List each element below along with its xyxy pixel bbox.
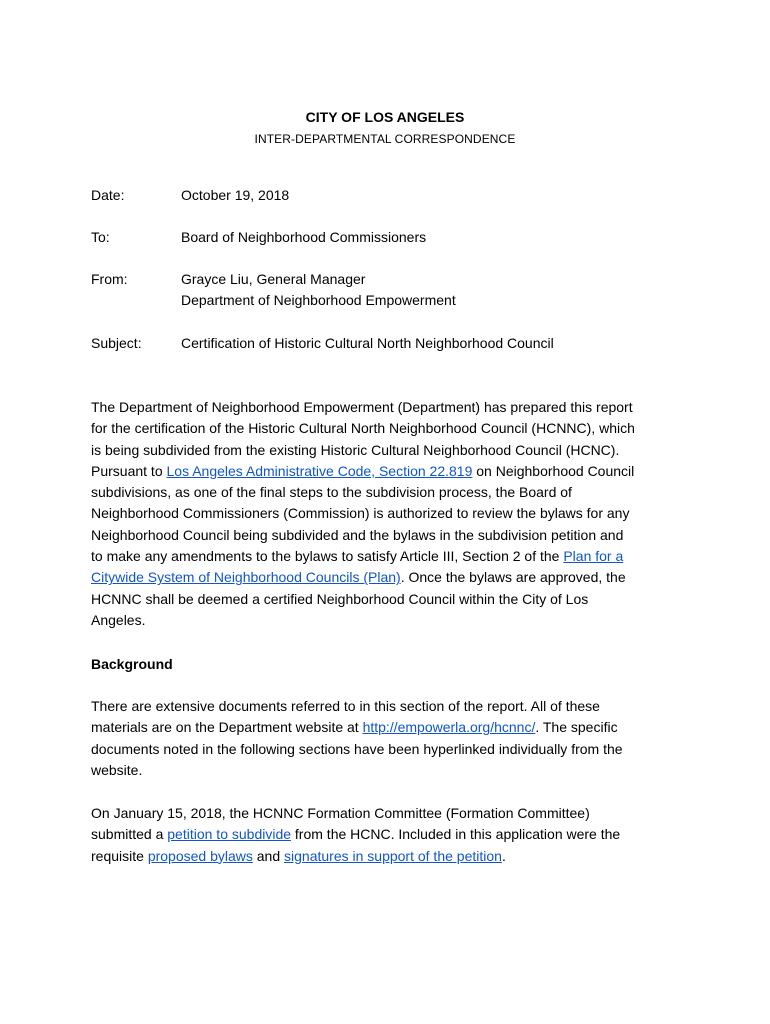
plan-link-part2[interactable]: Citywide System of Neighborhood Councils (Plan)	[91, 569, 401, 586]
plan-link-part1[interactable]: Plan for a	[563, 548, 624, 565]
intro-line: HCNNC shall be deemed a certified Neighborhood Council within the City of Los	[91, 590, 589, 607]
header-title: CITY OF LOS ANGELES	[305, 109, 465, 125]
background-text: materials are on the Department website at	[91, 719, 363, 736]
intro-line	[91, 546, 691, 567]
date-label: Date:	[91, 187, 125, 203]
intro-line: Neighborhood Council being subdivided and the bylaws in the subdivision petition and	[91, 526, 624, 543]
background-text: submitted a	[91, 826, 168, 843]
from-label: From:	[91, 271, 128, 287]
background-line: On January 15, 2018, the HCNNC Formation Committee (Formation Committee)	[91, 805, 590, 821]
intro-line: for the certification of the Historic Cultural North Neighborhood Council (HCNNC), which	[91, 420, 635, 437]
proposed-bylaws-link[interactable]: proposed bylaws	[147, 847, 253, 864]
intro-line: Angeles.	[91, 611, 146, 628]
to-value: Board of Neighborhood Commissioners	[181, 229, 427, 245]
background-text: and	[252, 847, 285, 864]
intro-text: . Once the bylaws are approved, the	[400, 569, 626, 586]
intro-line: subdivisions, as one of the final steps to the subdivision process, the Board of	[91, 484, 572, 501]
background-line: documents noted in the following sections have been hyperlinked individually from the	[91, 740, 623, 757]
subject-label: Subject:	[91, 335, 142, 351]
from-value-line2: Department of Neighborhood Empowerment	[181, 292, 456, 308]
background-text: from the HCNC. Included in this application were the	[291, 826, 621, 843]
petition-link[interactable]: petition to subdivide	[167, 826, 292, 843]
background-paragraph-1	[91, 696, 691, 781]
signatures-link[interactable]: signatures in support of the petition	[284, 847, 502, 864]
background-text: requisite	[91, 847, 148, 864]
background-line	[91, 824, 691, 845]
from-value-line1: Grayce Liu, General Manager	[181, 271, 366, 287]
empowerla-link[interactable]: http://empowerla.org/hcnnc/	[362, 719, 536, 736]
background-paragraph-2	[91, 803, 691, 867]
subject-value: Certification of Historic Cultural North Neighborhood Council	[181, 335, 554, 351]
intro-line: is being subdivided from the existing Historic Cultural Neighborhood Council (HCNC).	[91, 441, 620, 458]
admin-code-link[interactable]: Los Angeles Administrative Code, Section 22.819	[166, 462, 473, 479]
intro-line: Neighborhood Commissioners (Commission) is authorized to review the bylaws for any	[91, 505, 630, 522]
header-subtitle: INTER-DEPARTMENTAL CORRESPONDENCE	[254, 132, 516, 146]
date-value: October 19, 2018	[181, 187, 290, 203]
intro-text: on Neighborhood Council	[472, 462, 635, 479]
intro-line	[91, 461, 691, 482]
intro-text: Pursuant to	[91, 462, 167, 479]
background-heading: Background	[91, 656, 173, 672]
background-line: website.	[91, 761, 143, 778]
background-line	[91, 717, 691, 738]
background-text: . The specific	[535, 719, 618, 736]
background-line: There are extensive documents referred to in this section of the report. All of these	[91, 698, 600, 714]
to-label: To:	[91, 229, 110, 245]
intro-line	[91, 567, 691, 588]
intro-paragraph	[91, 397, 691, 631]
background-line	[91, 846, 691, 867]
intro-line: The Department of Neighborhood Empowerment (Department) has prepared this report	[91, 399, 633, 415]
background-text: .	[501, 847, 506, 864]
intro-text: to make any amendments to the bylaws to satisfy Article III, Section 2 of the	[91, 548, 564, 565]
